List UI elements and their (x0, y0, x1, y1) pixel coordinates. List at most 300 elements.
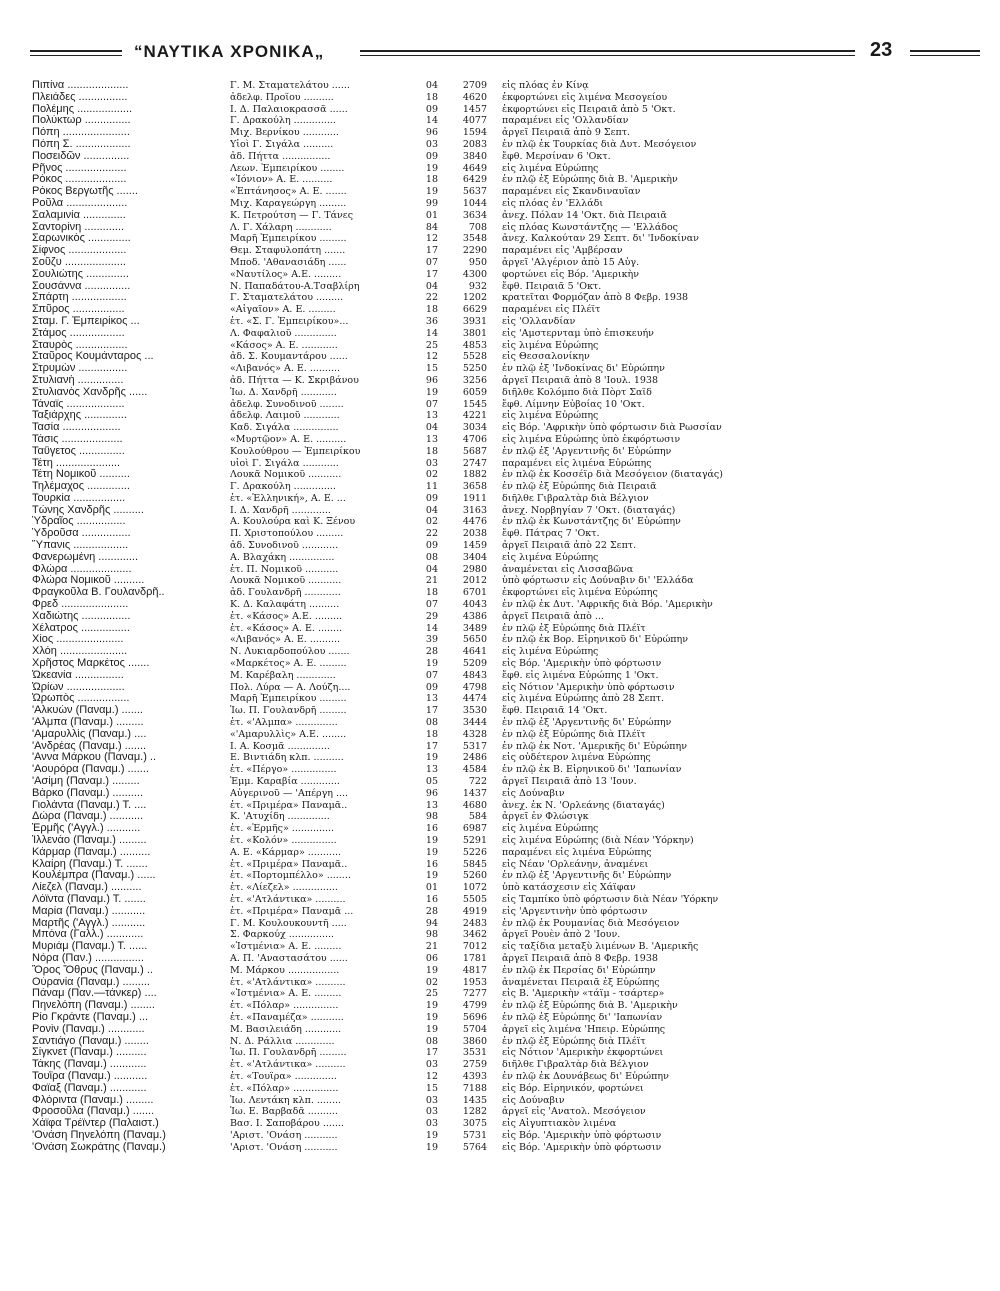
build-year: 19 (425, 1023, 438, 1035)
table-row (32, 682, 972, 694)
ship-name: 'Ανδρέας (Παναμ.) ....... (32, 740, 147, 752)
tonnage: 584 (468, 811, 487, 823)
ship-status: εἰς λιμένα Εὐρώπης ἀπὸ 28 Σεπτ. (502, 693, 665, 705)
build-year: 19 (425, 752, 438, 764)
ship-name: Ποσειδῶν ............... (32, 150, 130, 162)
table-row (32, 670, 972, 682)
table-row (32, 1071, 972, 1083)
ship-name: Ὠρωπὸς ................. (32, 693, 130, 705)
tonnage: 3489 (462, 622, 487, 634)
build-year: 03 (425, 1106, 438, 1118)
tonnage: 932 (468, 280, 487, 292)
tonnage: 4706 (462, 433, 487, 445)
table-row (32, 729, 972, 741)
owner-name: Μ. Καρέβαλη ............. (230, 669, 336, 681)
owner-name: ἑτ. «Κάσος» Α.Ε. ......... (230, 610, 343, 622)
build-year: 19 (425, 870, 438, 882)
build-year: 04 (425, 504, 438, 516)
owner-name: ἑτ. «Πόλαρ» ............... (230, 1082, 339, 1094)
build-year: 19 (425, 186, 438, 198)
ship-status: φορτώνει εἰς Βόρ. 'Αμερικὴν (502, 268, 639, 280)
owner-name: «Μυρτῷον» Α. Ε. .......... (230, 433, 347, 445)
owner-name: «Κάσος» Α. Ε. ............ (230, 339, 338, 351)
tonnage: 3658 (462, 481, 487, 493)
ship-name: Πάναμ (Παν.—τάνκερ) .... (32, 988, 157, 1000)
owner-name: Μιχ. Καραγεώργη ......... (230, 197, 347, 209)
owner-name: Μιχ. Βερνίκου ............ (230, 127, 339, 139)
ship-status: εἰς πλόας ἐν 'Ελλάδι (502, 197, 604, 209)
tonnage: 7012 (462, 941, 487, 953)
tonnage: 708 (468, 221, 487, 233)
build-year: 11 (425, 481, 438, 493)
ship-name: 'Ασίμη (Παναμ.) ......... (32, 776, 140, 788)
build-year: 84 (425, 221, 438, 233)
build-year: 18 (425, 174, 438, 186)
build-year: 09 (425, 103, 438, 115)
ship-status: εἰς λιμένα Εὐρώπης (502, 646, 599, 658)
build-year: 05 (425, 776, 438, 788)
table-row (32, 1130, 972, 1142)
build-year: 94 (425, 917, 438, 929)
ship-name: Πιπίνα .................... (32, 80, 129, 91)
build-year: 08 (425, 1035, 438, 1047)
ship-name: Βάρκο (Παναμ.) .......... (32, 787, 143, 799)
ship-status: ἐν πλῷ ἐκ Κοσσέϊρ διὰ Μεσόγειον (διαταγάς) (502, 469, 723, 481)
ship-status: ἐκφορτώνει εἰς Πειραιᾶ ἀπὸ 5 'Οκτ. (502, 103, 676, 115)
build-year: 18 (425, 91, 438, 103)
ship-name: Σπάρτη .................. (32, 292, 127, 304)
ship-status: διῆλθε Κολόμπο διὰ Πὸρτ Σαΐδ (502, 386, 652, 398)
table-row (32, 351, 972, 363)
owner-name: «Ἰστμένια» Α. Ε. ......... (230, 941, 342, 953)
ship-name: 'Ονάση Πηνελόπη (Παναμ.) (32, 1129, 166, 1141)
tonnage: 1882 (462, 469, 487, 481)
ship-status: ἀργεῖ 'Αλγέριον ἀπὸ 15 Αὐγ. (502, 256, 640, 268)
table-row (32, 505, 972, 517)
ship-name: 'Αμαρυλλὶς (Παναμ.) .... (32, 728, 147, 740)
build-year: 09 (425, 540, 438, 552)
owner-name: ἑτ. «'Αλμπα» .............. (230, 717, 338, 729)
owner-name: ἀδελφ. Συνοδινοῦ ........ (230, 398, 344, 410)
tonnage: 4043 (462, 599, 487, 611)
build-year: 25 (425, 988, 438, 1000)
table-row (32, 977, 972, 989)
tonnage: 3634 (462, 209, 487, 221)
build-year: 07 (425, 669, 438, 681)
ship-status: ἐκφορτώνει εἰς λιμένα Μεσογείου (502, 91, 668, 103)
ship-name: Ρῆνος .................... (32, 162, 127, 174)
ship-status: ἐν πλῷ ἐκ Νοτ. 'Αμερικῆς δι' Εὐρώπην (502, 740, 687, 752)
ship-name: Μυριάμ (Παναμ.) Τ. ...... (32, 941, 148, 953)
build-year: 13 (425, 433, 438, 445)
owner-name: Ν. Παπαδάτου-Α.Τσαβλίρη (230, 280, 360, 292)
ship-name: Σοῦζυ .................... (32, 256, 126, 268)
table-row (32, 328, 972, 340)
ship-name: Κάρμαρ (Παναμ.) .......... (32, 846, 151, 858)
table-row (32, 953, 972, 965)
ship-name: Ὠρίων ................... (32, 681, 125, 693)
owner-name: «Μαρκέτος» Α. Ε. ......... (230, 658, 347, 670)
table-row (32, 752, 972, 764)
ship-name: Ρόκος .................... (32, 174, 127, 186)
tonnage: 7188 (462, 1082, 487, 1094)
table-row (32, 870, 972, 882)
build-year: 25 (425, 339, 438, 351)
tonnage: 5505 (462, 893, 487, 905)
ship-status: ἐν πλῷ ἐξ 'Αργεντινῆς δι' Εὐρώπην (502, 870, 672, 882)
ship-status: κρατεῖται Φορμόζαν ἀπὸ 8 Φεβρ. 1938 (502, 292, 689, 304)
ship-name: Μαρτῆς ('Αγγλ.) ........... (32, 917, 146, 929)
tonnage: 5845 (462, 858, 487, 870)
build-year: 21 (425, 575, 438, 587)
build-year: 03 (425, 138, 438, 150)
table-row (32, 210, 972, 222)
ship-status: παραμένει εἰς Σκανδιναυΐαν (502, 186, 641, 198)
header-rule (30, 55, 122, 56)
ship-status: παραμένει εἰς 'Ολλανδίαν (502, 115, 629, 127)
ship-status: εἰς λιμένα Εὐρώπης (502, 823, 599, 835)
ship-status: ἀνεχ. Καλκούταν 29 Σεπτ. δι' 'Ινδοκίναν (502, 233, 699, 245)
build-year: 01 (425, 209, 438, 221)
owner-name: ἑτ. «'Ατλάντικα» .......... (230, 1059, 346, 1071)
ship-name: Σαρωνικὸς .............. (32, 233, 131, 245)
ship-name: Τάσις .................... (32, 433, 123, 445)
ship-name: Χίος ...................... (32, 634, 124, 646)
ship-status: εἰς οὐδέτερον λιμένα Εὐρώπης (502, 752, 651, 764)
ship-name: Πλειάδες ................ (32, 91, 128, 103)
owner-name: Αὐγερινοῦ — 'Απέργη .... (230, 787, 349, 799)
owner-name: ἀδ. Σ. Κουμαντάρου ...... (230, 351, 348, 363)
table-row (32, 564, 972, 576)
build-year: 19 (425, 964, 438, 976)
table-row (32, 741, 972, 753)
owner-name: «Ἐπτάνησος» Α. Ε. ....... (230, 186, 347, 198)
build-year: 19 (425, 835, 438, 846)
owner-name: Ι. Δ. Παλαιοκρασσᾶ ...... (230, 103, 348, 115)
tonnage: 3860 (462, 1035, 487, 1047)
build-year: 17 (425, 705, 438, 717)
tonnage: 1459 (462, 540, 487, 552)
ship-status: εἰς Δούναβιν (502, 1094, 565, 1106)
build-year: 04 (425, 563, 438, 575)
tonnage: 3163 (462, 504, 487, 516)
tonnage: 5764 (462, 1141, 487, 1153)
build-year: 17 (425, 740, 438, 752)
ship-name: Πολύκτωρ ............... (32, 115, 131, 127)
table-row (32, 363, 972, 375)
ship-name: Σουλιώτης .............. (32, 268, 129, 280)
tonnage: 1545 (462, 398, 487, 410)
ship-status: ἀνεχ. ἐκ Ν. 'Ορλεάνης (διαταγάς) (502, 799, 665, 811)
owner-name: Α. Ε. «Κάρμαρ» ........... (230, 846, 342, 858)
tonnage: 6701 (462, 587, 487, 599)
owner-name: Α. Π. 'Αναστασάτου ...... (230, 952, 348, 964)
ship-name: 'Αννα Μάρκου (Παναμ.) .. (32, 752, 157, 764)
table-row (32, 104, 972, 116)
build-year: 16 (425, 858, 438, 870)
ship-status: εἰς Δούναβιν (502, 787, 565, 799)
ship-name: Σίφνος ................... (32, 245, 127, 257)
table-row (32, 835, 972, 847)
owner-name: «Ἰστμένια» Α. Ε. ......... (230, 988, 342, 1000)
table-row (32, 894, 972, 906)
tonnage: 2980 (462, 563, 487, 575)
build-year: 21 (425, 941, 438, 953)
owner-name: «Ἰόνιον» Α. Ε. .......... (230, 174, 333, 186)
ship-name: Τηλέμαχος .............. (32, 481, 130, 493)
build-year: 08 (425, 551, 438, 563)
ship-name: Τώνης Χανδρῆς .......... (32, 504, 144, 516)
table-row (32, 80, 972, 92)
build-year: 39 (425, 634, 438, 646)
owner-name: ἀδ. Συνοδινοῦ ............ (230, 540, 339, 552)
owner-name: Γ. Μ. Κουλουκουντῆ ..... (230, 917, 347, 929)
ship-status: ἔφθ. Πειραιᾶ 5 'Οκτ. (502, 280, 602, 292)
ship-name: Ταξιάρχης .............. (32, 410, 127, 422)
table-row (32, 1106, 972, 1118)
tonnage: 2759 (462, 1059, 487, 1071)
ship-status: ἀργεῖ Πειραιᾶ ἀπὸ 8 Φεβρ. 1938 (502, 952, 658, 964)
table-row (32, 1118, 972, 1130)
owner-name: Καδ. Σιγάλα ............... (230, 422, 339, 434)
tonnage: 5731 (462, 1129, 487, 1141)
tonnage: 3075 (462, 1118, 487, 1130)
table-row (32, 788, 972, 800)
build-year: 06 (425, 952, 438, 964)
tonnage: 2486 (462, 752, 487, 764)
tonnage: 1435 (462, 1094, 487, 1106)
table-row (32, 316, 972, 328)
ship-name: Χέλατρος ................ (32, 622, 130, 634)
table-row (32, 717, 972, 729)
table-row (32, 222, 972, 234)
owner-name: «Λιβανός» Α. Ε. .......... (230, 634, 341, 646)
ship-status: ἔφθ. εἰς λιμένα Εὐρώπης 1 'Οκτ. (502, 669, 659, 681)
owner-name: Ἐμμ. Καραβία ............. (230, 776, 340, 788)
build-year: 36 (425, 315, 438, 327)
tonnage: 4476 (462, 516, 487, 528)
owner-name: Μαρῆ Ἐμπειρίκου ......... (230, 693, 347, 705)
tonnage: 4077 (462, 115, 487, 127)
ship-status: εἰς Βόρ. 'Αμερικὴν ὑπὸ φόρτωσιν (502, 1141, 662, 1153)
owner-name: 'Αριστ. 'Ονάση ........... (230, 1141, 338, 1153)
table-row (32, 481, 972, 493)
build-year: 18 (425, 304, 438, 316)
ship-status: ἐν πλῷ ἐξ Εὐρώπης διὰ Β. 'Αμερικὴν (502, 1000, 678, 1012)
table-row (32, 469, 972, 481)
table-row (32, 988, 972, 1000)
ship-name: Ὑδροῦσα ................ (32, 528, 131, 540)
table-row (32, 304, 972, 316)
ship-name: Χλόη ...................... (32, 646, 128, 658)
page-header (30, 40, 980, 68)
build-year: 09 (425, 681, 438, 693)
tonnage: 3931 (462, 315, 487, 327)
ship-status: εἰς πλόας Κωνστάντζης — 'Ελλάδος (502, 221, 678, 233)
owner-name: ἑτ. «Τουΐρα» .............. (230, 1070, 337, 1082)
table-row (32, 882, 972, 894)
tonnage: 1437 (462, 787, 487, 799)
build-year: 19 (425, 658, 438, 670)
ship-name: Ρίο Γκράντε (Παναμ.) ... (32, 1011, 149, 1023)
tonnage: 6629 (462, 304, 487, 316)
owner-name: «Αἰγαῖον» Α. Ε. ......... (230, 304, 336, 316)
ship-status-table (32, 80, 972, 1154)
table-row (32, 198, 972, 210)
ship-name: Στυλιανὴ ............... (32, 374, 124, 386)
ship-status: ἐν πλῷ ἐξ Εὐρώπης διὰ Πλέϊτ (502, 728, 646, 740)
tonnage: 3256 (462, 374, 487, 386)
build-year: 15 (425, 1082, 438, 1094)
build-year: 17 (425, 268, 438, 280)
table-row (32, 174, 972, 186)
ship-name: Μαρία (Παναμ.) ........... (32, 905, 146, 917)
ship-status: ἐν πλῷ ἐκ Τουρκίας διὰ Δυτ. Μεσόγειον (502, 138, 697, 150)
ship-status: ἐν πλῷ ἐξ 'Ινδοκίνας δι' Εὐρώπην (502, 363, 665, 375)
table-row (32, 906, 972, 918)
tonnage: 4817 (462, 964, 487, 976)
table-row (32, 245, 972, 257)
ship-name: Φροσοῦλα (Παναμ.) ....... (32, 1106, 155, 1118)
ship-status: εἰς Νέαν 'Ορλεάνην, ἀναμένει (502, 858, 649, 870)
owner-name: 'Αριστ. 'Ονάση ........... (230, 1129, 338, 1141)
owner-name: ἀδελφ. Προΐου .......... (230, 91, 334, 103)
ship-name: Σαντιάγο (Παναμ.) ........ (32, 1035, 149, 1047)
ship-status: ἐν πλῷ ἐξ Εὐρώπης διὰ Πλέϊτ (502, 622, 646, 634)
table-row (32, 941, 972, 953)
ship-name: Στάμος .................. (32, 327, 125, 339)
ship-name: Σταῦρος Κουμάνταρος ... (32, 351, 154, 363)
tonnage: 4649 (462, 162, 487, 174)
ship-name: Τέτη ..................... (32, 457, 121, 469)
build-year: 16 (425, 893, 438, 905)
header-rule (910, 50, 980, 52)
table-row (32, 623, 972, 635)
build-year: 13 (425, 799, 438, 811)
ship-name: Φλόριντα (Παναμ.) ......... (32, 1094, 154, 1106)
owner-name: Μ. Μάρκου ................. (230, 964, 340, 976)
table-row (32, 151, 972, 163)
ship-status: εἰς Βόρ. 'Αμερικὴν ὑπὸ φόρτωσιν (502, 1129, 662, 1141)
ship-status: εἰς Β. 'Αμερικὴν «τάϊμ - τσάρτερ» (502, 988, 665, 1000)
table-row (32, 410, 972, 422)
ship-status: ἐν πλῷ ἐξ Εὐρώπης διὰ Πλέϊτ (502, 1035, 646, 1047)
tonnage: 5528 (462, 351, 487, 363)
table-row (32, 1047, 972, 1059)
build-year: 19 (425, 846, 438, 858)
owner-name: Λουκᾶ Νομικοῦ ........... (230, 575, 342, 587)
table-row (32, 634, 972, 646)
build-year: 19 (425, 386, 438, 398)
ship-name: 'Ονάση Σωκράτης (Παναμ.) (32, 1141, 166, 1153)
table-row (32, 1000, 972, 1012)
owner-name: Κ. Πετρούτση — Γ. Τάνες (230, 209, 354, 221)
ship-name: Ρονὶν (Παναμ.) ............ (32, 1023, 145, 1035)
build-year: 12 (425, 351, 438, 363)
table-row (32, 292, 972, 304)
build-year: 09 (425, 150, 438, 162)
build-year: 19 (425, 1141, 438, 1153)
build-year: 19 (425, 1129, 438, 1141)
tonnage: 5696 (462, 1011, 487, 1023)
build-year: 13 (425, 764, 438, 776)
tonnage: 3801 (462, 327, 487, 339)
ship-status: ἀργεῖ εἰς λιμένα 'Ηπειρ. Εὐρώπης (502, 1023, 666, 1035)
table-row (32, 1036, 972, 1048)
tonnage: 4919 (462, 905, 487, 917)
owner-name: Γ. Δρακούλη .............. (230, 115, 336, 127)
ship-name: Ὑδραῖος ................ (32, 516, 126, 528)
table-row (32, 434, 972, 446)
ship-name: Φραγκοῦλα Β. Γουλανδρῆ.. (32, 587, 165, 599)
ship-name: Πηνελόπη (Παναμ.) ........ (32, 1000, 155, 1012)
build-year: 03 (425, 1118, 438, 1130)
tonnage: 4386 (462, 610, 487, 622)
owner-name: ἀδελφ. Λαιμοῦ ............ (230, 410, 340, 422)
ship-name: Σουσάννα ............... (32, 280, 131, 292)
tonnage: 7277 (462, 988, 487, 1000)
table-row (32, 1059, 972, 1071)
ship-status: ἀναμένεται Πειραιᾶ ἐξ Εὐρώπης (502, 976, 660, 988)
ship-name: 'Αουρόρα (Παναμ.) ....... (32, 764, 149, 776)
table-row (32, 611, 972, 623)
ship-status: ἔφθ. Μερσίναν 6 'Οκτ. (502, 150, 611, 162)
owner-name: ἑτ. «Πριμέρα» Παναμᾶ.. (230, 858, 348, 870)
tonnage: 1044 (462, 197, 487, 209)
table-row (32, 800, 972, 812)
build-year: 29 (425, 610, 438, 622)
tonnage: 3531 (462, 1047, 487, 1059)
table-row (32, 269, 972, 281)
build-year: 02 (425, 469, 438, 481)
ship-status: εἰς λιμένα Εὐρώπης (502, 410, 599, 422)
tonnage: 2038 (462, 528, 487, 540)
ship-status: εἰς λιμένα Εὐρώπης (502, 162, 599, 174)
ship-name: Φλώρα Νομικοῦ .......... (32, 575, 145, 587)
ship-name: 'Αλμπα (Παναμ.) ......... (32, 717, 144, 729)
owner-name: Μ. Βασιλειάδη ............ (230, 1023, 342, 1035)
ship-status: εἰς πλόας ἐν Κίνᾳ (502, 80, 589, 91)
ship-status: εἰς 'Ολλανδίαν (502, 315, 576, 327)
ship-name: Ρόκος Βεργωτῆς ....... (32, 186, 138, 198)
tonnage: 4680 (462, 799, 487, 811)
ship-name: Λόϊντα (Παναμ.) Τ. ....... (32, 893, 146, 905)
owner-name: Ν. Δ. Ράλλια ............. (230, 1035, 335, 1047)
owner-name: ἑτ. «Παναμέζα» ........... (230, 1011, 344, 1023)
ship-name: Οὐρανία (Παναμ.) ......... (32, 976, 150, 988)
ship-name: Χαδιώτης ................ (32, 610, 131, 622)
build-year: 18 (425, 728, 438, 740)
owner-name: Λεων. Ἐμπειρίκου ........ (230, 162, 345, 174)
owner-name: υἱοὶ Γ. Σιγάλα ............ (230, 457, 339, 469)
tonnage: 3530 (462, 705, 487, 717)
build-year: 22 (425, 528, 438, 540)
table-row (32, 127, 972, 139)
tonnage: 5260 (462, 870, 487, 882)
table-row (32, 1142, 972, 1154)
tonnage: 2747 (462, 457, 487, 469)
ship-status: εἰς Βόρ. 'Αμερικὴν ὑπὸ φόρτωσιν (502, 658, 662, 670)
ship-status: ἀργεῖ Ρουὲν ἀπὸ 2 'Ιουν. (502, 929, 621, 941)
tonnage: 4641 (462, 646, 487, 658)
ship-status: ἐν πλῷ ἐκ Κωνστάντζης δι' Εὐρώπην (502, 516, 681, 528)
ship-name: Ἰλλενάο (Παναμ.) ......... (32, 835, 147, 846)
table-row (32, 528, 972, 540)
tonnage: 5637 (462, 186, 487, 198)
table-row (32, 1083, 972, 1095)
ship-name: Πολέμης .................. (32, 103, 133, 115)
ship-name: Σταμ. Γ. Ἐμπειρίκος ... (32, 315, 140, 327)
